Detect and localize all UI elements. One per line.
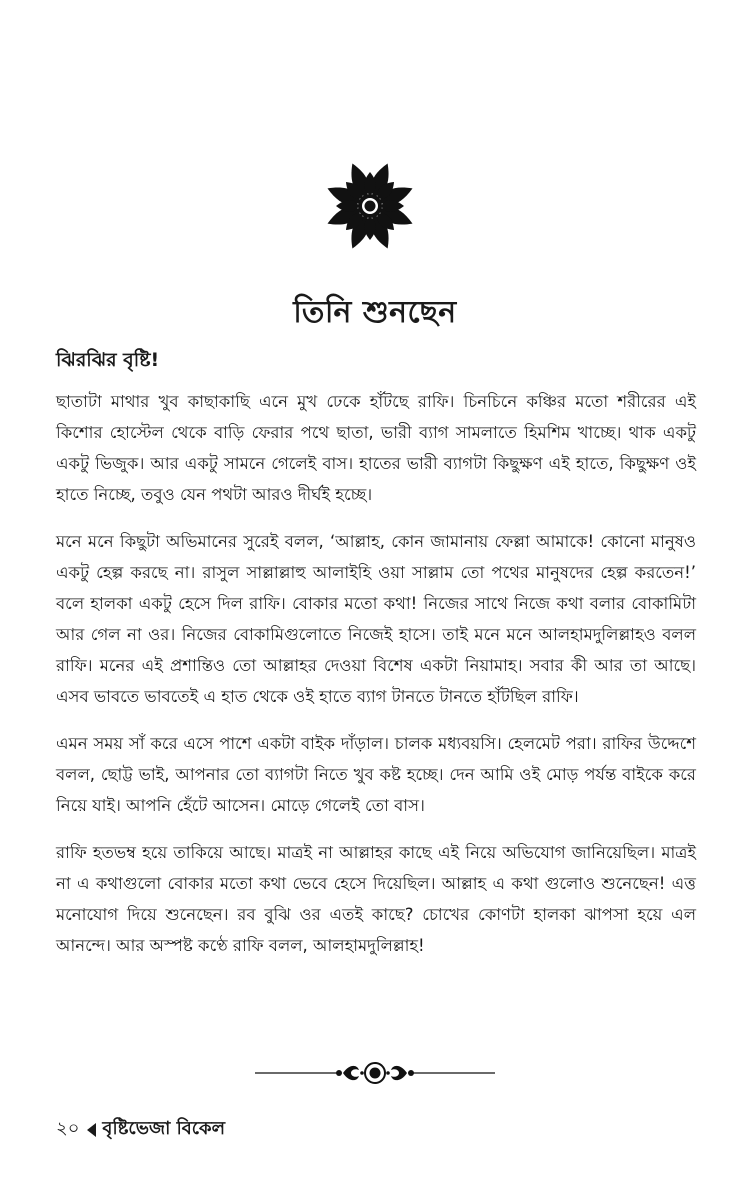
page-number: ২০ (56, 1118, 80, 1139)
section-heading: ঝিরঝির বৃষ্টি! (56, 349, 160, 371)
triangle-left-icon (87, 1123, 96, 1137)
flower-ornament-icon (320, 156, 420, 256)
paragraph: ছাতাটা মাথার খুব কাছাকাছি এনে মুখ ঢেকে হাঁটছে রাফি। চিনচিনে কঞ্চির মতো শরীরের এই কিশোর হোস্টেল থেকে বাড়ি ফেরার পথে ছাতা, ভারী ব্যাগ সামলাতে হিমশিম খাচ্ছে। থাক একটু একটু ভিজুক। আর একটু সামনে গেলেই বাস। হাতের ভারী ব্যাগটা কিছুক্ষণ এই হাতে, কিছুক্ষণ ওই হাতে নিচ্ছে, তবুও যেন পথটা আরও দীর্ঘই হচ্ছে। (56, 392, 696, 504)
page-footer (56, 1114, 225, 1145)
ornamental-divider-icon (255, 1058, 495, 1088)
chapter-title: তিনি শুনছেন (293, 295, 457, 330)
paragraph: এমন সময় সাঁ করে এসে পাশে একটা বাইক দাঁড়াল। চালক মধ্যবয়সি। হেলমেট পরা। রাফির উদ্দেশে বলল, ছোট্ট ভাই, আপনার তো ব্যাগটা নিতে খুব কষ্ট হচ্ছে। দেন আমি ওই মোড় পর্যন্ত বাইকে করে নিয়ে যাই। আপনি হেঁটে আসেন। মোড়ে গেলেই তো বাস। (56, 734, 696, 815)
body-text (56, 386, 696, 977)
book-title: বৃষ্টিভেজা বিকেল (102, 1118, 226, 1139)
paragraph: রাফি হতভম্ব হয়ে তাকিয়ে আছে। মাত্রই না আল্লাহর কাছে এই নিয়ে অভিযোগ জানিয়েছিল। মাত্রই না এ কথাগুলো বোকার মতো কথা ভেবে হেসে দিয়েছিল। আল্লাহ এ কথা গুলোও শুনেছেন! এত্ত মনোযোগ দিয়ে শুনেছেন। রব বুঝি ওর এতই কাছে? চোখের কোণটা হালকা ঝাপসা হয়ে এল আনন্দে। আর অস্পষ্ট কণ্ঠে রাফি বলল, আলহামদুলিল্লাহ! (56, 843, 696, 955)
paragraph: মনে মনে কিছুটা অভিমানের সুরেই বলল, ‘আল্লাহ, কোন জামানায় ফেল্লা আমাকে! কোনো মানুষও একটু হেল্প করছে না। রাসুল সাল্লাল্লাহু আলাইহি ওয়া সাল্লাম তো পথের মানুষদের হেল্প করতেন!’ বলে হালকা একটু হেসে দিল রাফি। বোকার মতো কথা! নিজের সাথে নিজে কথা বলার বোকামিটা আর গেল না ওর। নিজের বোকামিগুলোতে নিজেই হাসে। তাই মনে মনে আলহামদুলিল্লাহও বলল রাফি। মনের এই প্রশান্তিও তো আল্লাহর দেওয়া বিশেষ একটা নিয়ামাহ। সবার কী আর তা আছে। এসব ভাবতে ভাবতেই এ হাত থেকে ওই হাতে ব্যাগ টানতে টানতে হাঁটছিল রাফি। (56, 532, 696, 706)
